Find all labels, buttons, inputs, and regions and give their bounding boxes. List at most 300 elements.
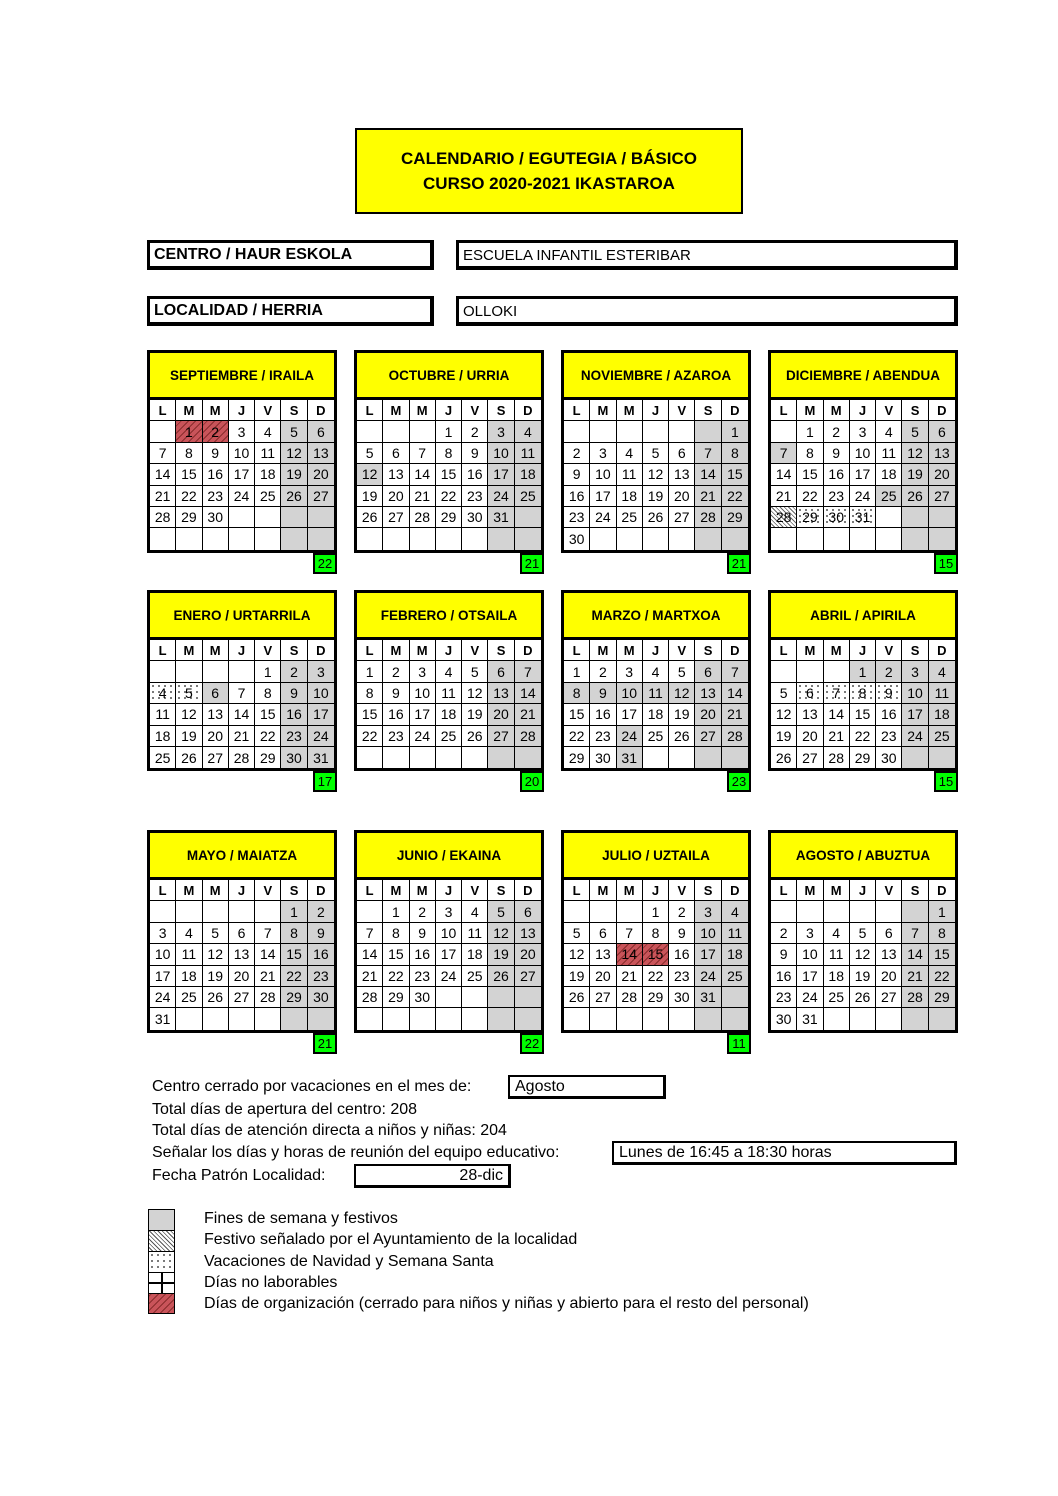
empty-cell <box>281 1008 307 1029</box>
day-cell: 15 <box>281 944 307 965</box>
day-cell: 14 <box>695 464 721 485</box>
day-cell: 15 <box>722 464 748 485</box>
day-cell: 7 <box>617 923 643 944</box>
empty-cell <box>515 987 541 1008</box>
day-cell: 24 <box>695 966 721 987</box>
day-cell: 17 <box>410 704 436 725</box>
day-cell: 17 <box>797 966 823 987</box>
day-cell: 10 <box>229 443 255 464</box>
day-cell: 3 <box>229 421 255 442</box>
month-grid <box>561 877 751 1033</box>
day-cell: 14 <box>771 464 797 485</box>
day-cell: 20 <box>488 704 514 725</box>
patron-label: Fecha Patrón Localidad: <box>152 1167 326 1184</box>
weekday-header: L <box>564 640 590 661</box>
empty-cell <box>436 747 462 768</box>
day-cell: 18 <box>255 464 281 485</box>
weekday-header: M <box>176 880 202 901</box>
reunion-value: Lunes de 16:45 a 18:30 horas <box>612 1141 957 1165</box>
empty-cell <box>515 528 541 549</box>
day-cell: 2 <box>876 661 902 682</box>
day-cell: 5 <box>203 923 229 944</box>
day-cell: 30 <box>771 1008 797 1029</box>
day-cell: 15 <box>255 704 281 725</box>
day-cell: 1 <box>722 421 748 442</box>
day-cell: 24 <box>488 486 514 507</box>
legend-organizacion-swatch <box>148 1293 175 1314</box>
empty-cell <box>771 528 797 549</box>
empty-cell <box>643 528 669 549</box>
weekday-header: V <box>462 880 488 901</box>
weekday-header: D <box>722 880 748 901</box>
day-cell: 24 <box>850 486 876 507</box>
empty-cell <box>383 747 409 768</box>
day-cell: 27 <box>488 726 514 747</box>
day-cell: 16 <box>590 704 616 725</box>
day-cell: 19 <box>462 704 488 725</box>
month-grid <box>147 877 337 1033</box>
day-cell: 20 <box>590 966 616 987</box>
day-cell: 1 <box>797 421 823 442</box>
day-cell: 14 <box>357 944 383 965</box>
empty-cell <box>590 1008 616 1029</box>
weekday-header: D <box>722 640 748 661</box>
day-cell: 23 <box>383 726 409 747</box>
day-cell: 12 <box>643 464 669 485</box>
empty-cell <box>643 421 669 442</box>
day-cell: 26 <box>357 507 383 528</box>
day-cell: 5 <box>643 443 669 464</box>
legend-weekend-swatch <box>148 1209 175 1230</box>
empty-cell <box>722 1008 748 1029</box>
day-cell: 8 <box>383 923 409 944</box>
month-block <box>561 830 751 1051</box>
day-cell: 16 <box>876 704 902 725</box>
day-cell: 29 <box>722 507 748 528</box>
weekday-header: M <box>383 400 409 421</box>
weekday-header: J <box>850 640 876 661</box>
day-cell: 15 <box>383 944 409 965</box>
empty-cell <box>902 507 928 528</box>
day-cell: 30 <box>824 507 850 528</box>
empty-cell <box>590 421 616 442</box>
empty-cell <box>462 987 488 1008</box>
empty-cell <box>410 747 436 768</box>
day-cell: 6 <box>876 923 902 944</box>
weekday-header: L <box>150 880 176 901</box>
day-cell: 28 <box>695 507 721 528</box>
day-cell: 28 <box>357 987 383 1008</box>
empty-cell <box>357 528 383 549</box>
empty-cell <box>255 507 281 528</box>
day-cell: 5 <box>771 683 797 704</box>
empty-cell <box>515 747 541 768</box>
day-cell: 4 <box>643 661 669 682</box>
day-cell: 24 <box>617 726 643 747</box>
day-cell: 31 <box>617 747 643 768</box>
empty-cell <box>308 507 334 528</box>
empty-cell <box>255 901 281 922</box>
day-cell: 5 <box>850 923 876 944</box>
day-cell: 7 <box>357 923 383 944</box>
day-cell: 18 <box>929 704 955 725</box>
day-cell: 14 <box>255 944 281 965</box>
working-days-count: 15 <box>934 771 958 792</box>
empty-cell <box>203 528 229 549</box>
day-cell: 17 <box>488 464 514 485</box>
empty-cell <box>902 1008 928 1029</box>
weekday-header: D <box>929 640 955 661</box>
day-cell: 20 <box>876 966 902 987</box>
day-cell: 4 <box>929 661 955 682</box>
weekday-header: M <box>383 640 409 661</box>
weekday-header: L <box>564 400 590 421</box>
month-grid <box>561 397 751 553</box>
empty-cell <box>436 528 462 549</box>
month-grid <box>354 637 544 771</box>
day-cell: 8 <box>176 443 202 464</box>
day-cell: 29 <box>929 987 955 1008</box>
month-block <box>354 590 544 790</box>
weekday-header: S <box>281 880 307 901</box>
weekday-header: J <box>229 400 255 421</box>
working-days-count: 21 <box>520 553 544 574</box>
month-block <box>147 350 337 571</box>
day-cell: 24 <box>150 987 176 1008</box>
empty-cell <box>150 901 176 922</box>
weekday-header: L <box>357 640 383 661</box>
month-grid <box>147 397 337 553</box>
day-cell: 19 <box>203 966 229 987</box>
month-title: JUNIO / EKAINA <box>354 830 544 877</box>
day-cell: 13 <box>876 944 902 965</box>
day-cell: 16 <box>383 704 409 725</box>
month-title: MARZO / MARTXOA <box>561 590 751 637</box>
day-cell: 4 <box>436 661 462 682</box>
day-cell: 10 <box>617 683 643 704</box>
day-cell: 9 <box>462 443 488 464</box>
day-cell: 5 <box>281 421 307 442</box>
working-days-count: 22 <box>313 553 337 574</box>
day-cell: 15 <box>436 464 462 485</box>
weekday-header: D <box>308 880 334 901</box>
weekday-header: M <box>590 640 616 661</box>
day-cell: 5 <box>462 661 488 682</box>
empty-cell <box>902 528 928 549</box>
day-cell: 9 <box>410 923 436 944</box>
day-cell: 2 <box>462 421 488 442</box>
day-cell: 11 <box>617 464 643 485</box>
day-cell: 27 <box>383 507 409 528</box>
day-cell: 25 <box>929 726 955 747</box>
empty-cell <box>669 747 695 768</box>
empty-cell <box>462 1008 488 1029</box>
day-cell: 29 <box>797 507 823 528</box>
weekday-header: S <box>902 880 928 901</box>
empty-cell <box>488 528 514 549</box>
localidad-value: OLLOKI <box>456 296 958 326</box>
day-cell: 8 <box>929 923 955 944</box>
day-cell: 22 <box>929 966 955 987</box>
day-cell: 20 <box>515 944 541 965</box>
day-cell: 26 <box>564 987 590 1008</box>
weekday-header: M <box>617 880 643 901</box>
month-title: OCTUBRE / URRIA <box>354 350 544 397</box>
empty-cell <box>929 507 955 528</box>
empty-cell <box>902 901 928 922</box>
day-cell: 8 <box>281 923 307 944</box>
day-cell: 17 <box>850 464 876 485</box>
weekday-header: S <box>695 400 721 421</box>
day-cell: 23 <box>824 486 850 507</box>
weekday-header: M <box>410 640 436 661</box>
weekday-header: M <box>824 640 850 661</box>
day-cell: 25 <box>722 966 748 987</box>
weekday-header: J <box>436 400 462 421</box>
empty-cell <box>229 661 255 682</box>
day-cell: 14 <box>515 683 541 704</box>
day-cell: 29 <box>564 747 590 768</box>
day-cell: 2 <box>564 443 590 464</box>
day-cell: 10 <box>488 443 514 464</box>
day-cell: 13 <box>308 443 334 464</box>
title-line-2: CURSO 2020-2021 IKASTAROA <box>423 174 675 193</box>
empty-cell <box>722 747 748 768</box>
weekday-header: M <box>203 640 229 661</box>
day-cell: 13 <box>383 464 409 485</box>
day-cell: 6 <box>308 421 334 442</box>
day-cell: 26 <box>902 486 928 507</box>
weekday-header: S <box>488 400 514 421</box>
day-cell: 27 <box>203 747 229 768</box>
month-block <box>147 830 337 1051</box>
day-cell: 7 <box>410 443 436 464</box>
day-cell: 10 <box>695 923 721 944</box>
weekday-header: J <box>850 880 876 901</box>
month-title: DICIEMBRE / ABENDUA <box>768 350 958 397</box>
weekday-header: L <box>771 400 797 421</box>
day-cell: 14 <box>722 683 748 704</box>
empty-cell <box>722 987 748 1008</box>
day-cell: 24 <box>590 507 616 528</box>
day-cell: 9 <box>281 683 307 704</box>
weekday-header: V <box>255 640 281 661</box>
day-cell: 17 <box>436 944 462 965</box>
day-cell: 7 <box>255 923 281 944</box>
day-cell: 23 <box>281 726 307 747</box>
day-cell: 20 <box>929 464 955 485</box>
day-cell: 23 <box>564 507 590 528</box>
day-cell: 9 <box>308 923 334 944</box>
day-cell: 12 <box>669 683 695 704</box>
day-cell: 7 <box>902 923 928 944</box>
day-cell: 31 <box>150 1008 176 1029</box>
day-cell: 19 <box>902 464 928 485</box>
empty-cell <box>150 661 176 682</box>
day-cell: 17 <box>695 944 721 965</box>
empty-cell <box>929 1008 955 1029</box>
day-cell: 8 <box>797 443 823 464</box>
legend-weekend-text: Fines de semana y festivos <box>204 1210 398 1227</box>
day-cell: 22 <box>281 966 307 987</box>
day-cell: 4 <box>462 901 488 922</box>
day-cell: 14 <box>617 944 643 965</box>
day-cell: 12 <box>176 704 202 725</box>
empty-cell <box>462 528 488 549</box>
empty-cell <box>229 528 255 549</box>
day-cell: 11 <box>515 443 541 464</box>
day-cell: 11 <box>876 443 902 464</box>
centro-label: CENTRO / HAUR ESKOLA <box>147 240 434 270</box>
empty-cell <box>488 1008 514 1029</box>
weekday-header: V <box>876 640 902 661</box>
day-cell: 16 <box>771 966 797 987</box>
legend-vacaciones-text: Vacaciones de Navidad y Semana Santa <box>204 1253 494 1270</box>
day-cell: 2 <box>590 661 616 682</box>
day-cell: 3 <box>850 421 876 442</box>
day-cell: 3 <box>617 661 643 682</box>
day-cell: 20 <box>383 486 409 507</box>
day-cell: 28 <box>722 726 748 747</box>
day-cell: 17 <box>902 704 928 725</box>
day-cell: 12 <box>850 944 876 965</box>
empty-cell <box>771 661 797 682</box>
day-cell: 26 <box>669 726 695 747</box>
empty-cell <box>150 421 176 442</box>
day-cell: 26 <box>488 966 514 987</box>
localidad-label: LOCALIDAD / HERRIA <box>147 296 434 326</box>
day-cell: 13 <box>590 944 616 965</box>
weekday-header: M <box>176 400 202 421</box>
day-cell: 23 <box>308 966 334 987</box>
day-cell: 22 <box>436 486 462 507</box>
day-cell: 12 <box>281 443 307 464</box>
day-cell: 31 <box>695 987 721 1008</box>
day-cell: 22 <box>383 966 409 987</box>
day-cell: 11 <box>929 683 955 704</box>
empty-cell <box>410 1008 436 1029</box>
day-cell: 10 <box>410 683 436 704</box>
day-cell: 22 <box>797 486 823 507</box>
day-cell: 23 <box>590 726 616 747</box>
day-cell: 21 <box>902 966 928 987</box>
day-cell: 19 <box>357 486 383 507</box>
day-cell: 14 <box>824 704 850 725</box>
empty-cell <box>255 1008 281 1029</box>
month-grid <box>768 637 958 771</box>
day-cell: 20 <box>308 464 334 485</box>
day-cell: 15 <box>357 704 383 725</box>
empty-cell <box>929 747 955 768</box>
day-cell: 1 <box>929 901 955 922</box>
day-cell: 20 <box>797 726 823 747</box>
day-cell: 26 <box>771 747 797 768</box>
day-cell: 25 <box>150 747 176 768</box>
weekday-header: M <box>797 400 823 421</box>
day-cell: 5 <box>669 661 695 682</box>
empty-cell <box>357 1008 383 1029</box>
day-cell: 21 <box>824 726 850 747</box>
day-cell: 19 <box>771 726 797 747</box>
weekday-header: M <box>590 880 616 901</box>
day-cell: 17 <box>150 966 176 987</box>
day-cell: 12 <box>902 443 928 464</box>
day-cell: 21 <box>722 704 748 725</box>
day-cell: 3 <box>436 901 462 922</box>
day-cell: 9 <box>771 944 797 965</box>
empty-cell <box>255 528 281 549</box>
day-cell: 28 <box>515 726 541 747</box>
day-cell: 12 <box>357 464 383 485</box>
day-cell: 1 <box>383 901 409 922</box>
day-cell: 12 <box>203 944 229 965</box>
day-cell: 9 <box>383 683 409 704</box>
month-block <box>147 590 337 790</box>
day-cell: 7 <box>722 661 748 682</box>
legend-nolaborable-text: Días no laborables <box>204 1274 338 1291</box>
empty-cell <box>176 661 202 682</box>
empty-cell <box>824 528 850 549</box>
empty-cell <box>308 1008 334 1029</box>
weekday-header: M <box>410 880 436 901</box>
day-cell: 21 <box>229 726 255 747</box>
working-days-count: 23 <box>727 771 751 792</box>
month-grid <box>768 397 958 553</box>
day-cell: 14 <box>902 944 928 965</box>
day-cell: 29 <box>255 747 281 768</box>
weekday-header: V <box>669 880 695 901</box>
empty-cell <box>357 421 383 442</box>
legend-festivo-text: Festivo señalado por el Ayuntamiento de la localidad <box>204 1231 578 1248</box>
day-cell: 7 <box>771 443 797 464</box>
empty-cell <box>229 1008 255 1029</box>
weekday-header: M <box>203 400 229 421</box>
empty-cell <box>410 528 436 549</box>
day-cell: 7 <box>515 661 541 682</box>
weekday-header: S <box>488 880 514 901</box>
month-grid <box>561 637 751 771</box>
day-cell: 18 <box>462 944 488 965</box>
day-cell: 3 <box>590 443 616 464</box>
weekday-header: J <box>229 880 255 901</box>
day-cell: 30 <box>203 507 229 528</box>
day-cell: 18 <box>617 486 643 507</box>
day-cell: 28 <box>824 747 850 768</box>
empty-cell <box>308 528 334 549</box>
day-cell: 11 <box>722 923 748 944</box>
day-cell: 28 <box>410 507 436 528</box>
empty-cell <box>203 901 229 922</box>
empty-cell <box>669 421 695 442</box>
day-cell: 4 <box>824 923 850 944</box>
day-cell: 21 <box>617 966 643 987</box>
weekday-header: L <box>150 640 176 661</box>
day-cell: 7 <box>824 683 850 704</box>
day-cell: 13 <box>229 944 255 965</box>
cerrado-value: Agosto <box>508 1075 666 1099</box>
day-cell: 25 <box>255 486 281 507</box>
day-cell: 19 <box>176 726 202 747</box>
day-cell: 6 <box>669 443 695 464</box>
day-cell: 29 <box>281 987 307 1008</box>
day-cell: 10 <box>308 683 334 704</box>
empty-cell <box>383 421 409 442</box>
day-cell: 29 <box>176 507 202 528</box>
day-cell: 11 <box>150 704 176 725</box>
cerrado-label: Centro cerrado por vacaciones en el mes de: <box>152 1078 472 1095</box>
day-cell: 19 <box>281 464 307 485</box>
day-cell: 30 <box>876 747 902 768</box>
